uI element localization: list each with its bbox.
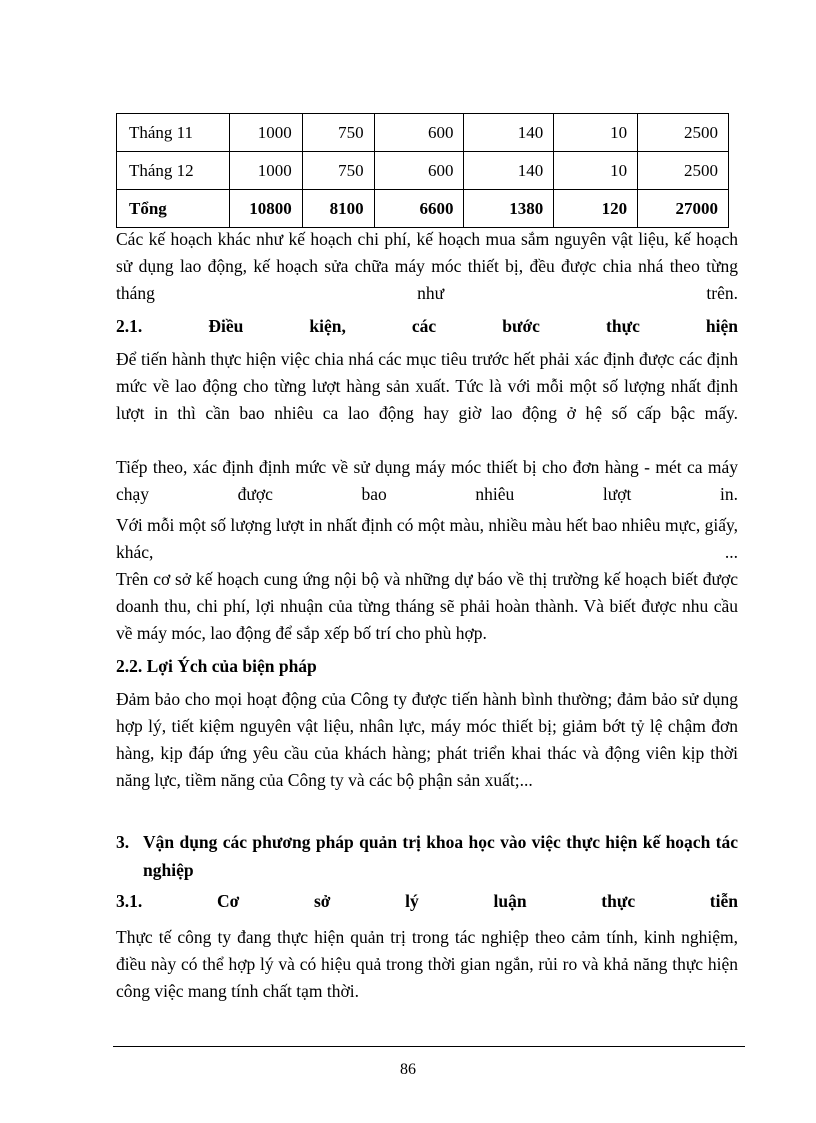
table-cell: 600	[374, 114, 464, 152]
total-label: Tổng	[117, 190, 230, 228]
table-cell: 750	[302, 114, 374, 152]
table-cell: 10800	[229, 190, 302, 228]
table-cell: 27000	[638, 190, 729, 228]
paragraph-2-1-c: Với mỗi một số lượng lượt in nhất định có một màu, nhiều màu hết bao nhiêu mực, giấy, khác, ...	[116, 515, 738, 562]
paragraph-2-2: Đảm bảo cho mọi hoạt động của Công ty được tiến hành bình thường; đảm bảo sử dụng hợp lý, tiết kiệm nguyên vật liệu, nhân lực, máy móc thiết bị; giảm bớt tỷ lệ chậm đơn hàng, kịp đáp ứng yêu cầu của khách hàng; phát triển khai thác và động viên kịp thời năng lực, tiềm năng của Công ty và các bộ phận sản xuất;...	[116, 689, 738, 790]
table-cell: 600	[374, 152, 464, 190]
paragraph-2-1-b: Tiếp theo, xác định định mức về sử dụng máy móc thiết bị cho đơn hàng - mét ca máy chạy được bao nhiêu lượt in.	[116, 457, 738, 504]
table-cell: 140	[464, 152, 554, 190]
heading-3-1: 3.1. Cơ sở lý luận thực tiễn	[116, 891, 738, 911]
table-cell: 10	[554, 114, 638, 152]
table-cell: 2500	[638, 152, 729, 190]
plan-table	[116, 113, 729, 228]
table-cell: 1000	[229, 114, 302, 152]
table-cell: 8100	[302, 190, 374, 228]
table-cell: 1000	[229, 152, 302, 190]
heading-3-text: Vận dụng các phương pháp quản trị khoa học vào việc thực hiện kế hoạch tác nghiệp	[143, 832, 738, 880]
table-row	[117, 114, 729, 152]
heading-3	[116, 828, 738, 884]
row-label: Tháng 12	[117, 152, 230, 190]
table-cell: 2500	[638, 114, 729, 152]
paragraph-3-1: Thực tế công ty đang thực hiện quản trị trong tác nghiệp theo cảm tính, kinh nghiệm, điều này có thể hợp lý và có hiệu quả trong thời gian ngắn, rủi ro và khả năng thực hiện công việc mang tính chất tạm thời.	[116, 927, 738, 1001]
row-label: Tháng 11	[117, 114, 230, 152]
heading-2-1: 2.1. Điều kiện, các bước thực hiện	[116, 316, 738, 336]
paragraph-2-1-d: Trên cơ sở kế hoạch cung ứng nội bộ và những dự báo về thị trường kế hoạch biết được doanh thu, chi phí, lợi nhuận của từng tháng sẽ phải hoàn thành. Và biết được nhu cầu về máy móc, lao động để sắp xếp bố trí cho phù hợp.	[116, 569, 738, 643]
table-cell: 120	[554, 190, 638, 228]
paragraph-2-1-a: Để tiến hành thực hiện việc chia nhá các mục tiêu trước hết phải xác định được các định mức về lao động cho từng lượt hàng sản xuất. Tức là với mỗi một số lượng nhất định lượt in thì cần bao nhiêu ca lao động hay giờ lao động ở hệ số cấp bậc mấy.	[116, 349, 738, 423]
page-number: 86	[400, 1061, 416, 1078]
table-row	[117, 152, 729, 190]
table-cell: 10	[554, 152, 638, 190]
table-cell: 140	[464, 114, 554, 152]
heading-2-2: 2.2. Lợi Ých của biện pháp	[116, 656, 317, 676]
table-cell: 750	[302, 152, 374, 190]
heading-3-number: 3.	[116, 832, 130, 852]
table-cell: 1380	[464, 190, 554, 228]
footer-rule	[113, 1046, 745, 1047]
table-cell: 6600	[374, 190, 464, 228]
table-total-row	[117, 190, 729, 228]
paragraph-other-plans: Các kế hoạch khác như kế hoạch chi phí, kế hoạch mua sắm nguyên vật liệu, kế hoạch sử dụng lao động, kế hoạch sửa chữa máy móc thiết bị, đều được chia nhá theo từng tháng như trên.	[116, 229, 738, 303]
